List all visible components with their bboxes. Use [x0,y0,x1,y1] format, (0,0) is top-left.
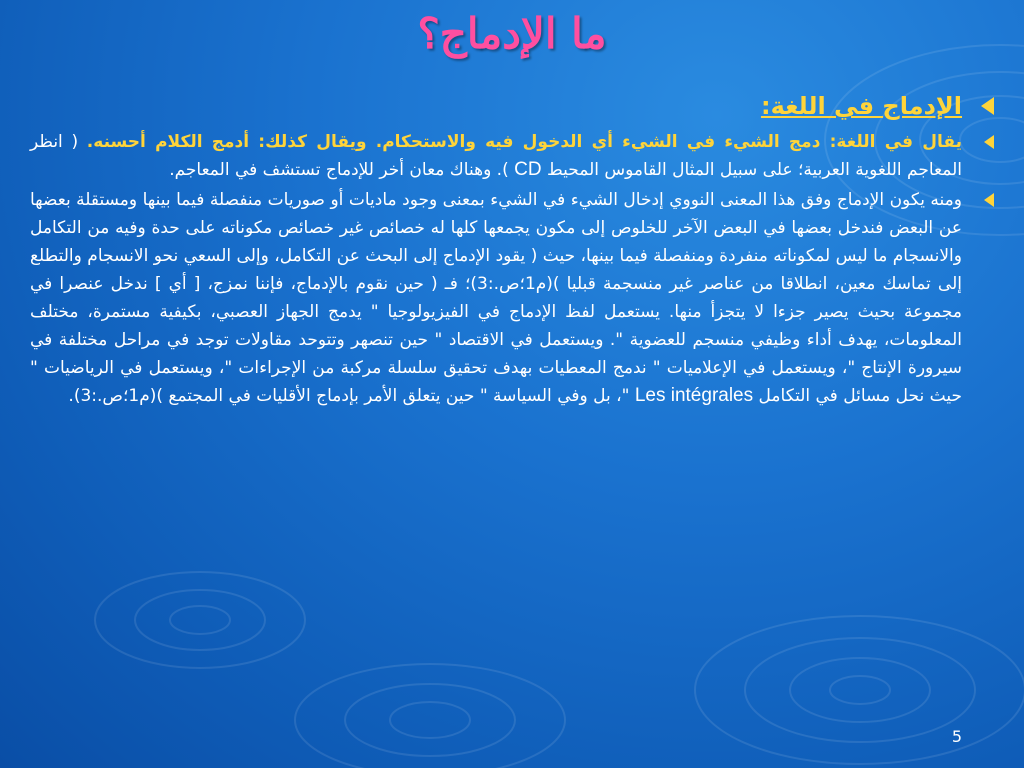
arrow-bullet-icon [984,135,994,149]
paragraph-1-open-paren: ( [62,132,87,152]
bullet-paragraph-2 [30,186,994,410]
arrow-bullet-icon [984,193,994,207]
paragraph-2-text: ومنه يكون الإدماج وفق هذا المعنى النووي إدخال الشيء في الشيء بمعنى وجود ماديات أو صوريات منفصلة فيما بينها ومستقلة بعضها عن البعض فندخل بعضها في البعض الآخر للخلوص إلى مكون يجمعها كلها له خصائص غير خصائص مكوناته على حدة وفيه من التكامل والانسجام ما ليس لمكوناته منفردة ومنفصلة فيما بينها، حيث ( يقود الإدماج إلى البحث عن التكامل، وإلى السعي نحو الانسجام والتطلع إلى تماسك معين، انطلاقا من عناصر غير منسجمة قبليا )(م1؛ص.:3)؛ فـ ( حين نقوم بالإدماج، فإننا نمزج، [ أي ] ندخل عنصرا في مجموعة بحيث يصير جزءا لا يتجزأ منها. يستعمل لفظ الإدماج في الفيزيولوجيا " يدمج الجهاز العصبي، بكيفية مستمرة، مختلف المعلومات، يهدف أداء وظيفي منسجم للعضوية ". ويستعمل في الاقتصاد " حين تنصهر وتتوحد مقاولات توجد في مراحل مختلفة في سيرورة الإنتاج "، ويستعمل في الإعلاميات " ندمج المعطيات بهدف تحقيق سلسلة مركبة من الإجراءات "، ويستعمل في الرياضيات " حيث نحل مسائل في التكامل [30,190,962,406]
page-number: 5 [951,727,962,746]
bullet-paragraph-1 [30,128,994,184]
slide-content [30,88,994,412]
section-heading-text: الإدماج في اللغة: [760,92,962,120]
paragraph-2-latin-term: Les intégrales [634,385,754,406]
paragraph-1-text-end: ). وهناك معان أخر للإدماج تستشف في المعاجم. [169,160,515,180]
section-heading [30,88,994,124]
paragraph-1-cd: CD [514,159,542,180]
paragraph-1-text: انظر المعاجم اللغوية العربية؛ على سبيل المثال القاموس المحيط [30,132,962,180]
paragraph-2-text-end: "، بل وفي السياسة " حين يتعلق الأمر بإدماج الأقليات في المجتمع )(م1؛ص.:3). [68,386,635,406]
paragraph-1-highlight: يقال في اللغة: دمج الشيء في الشيء أي الدخول فيه والاستحكام. ويقال كذلك: أدمج الكلام أحسنه. [86,132,962,152]
arrow-bullet-icon [981,97,994,115]
slide-title: ما الإدماج؟ [417,9,607,58]
